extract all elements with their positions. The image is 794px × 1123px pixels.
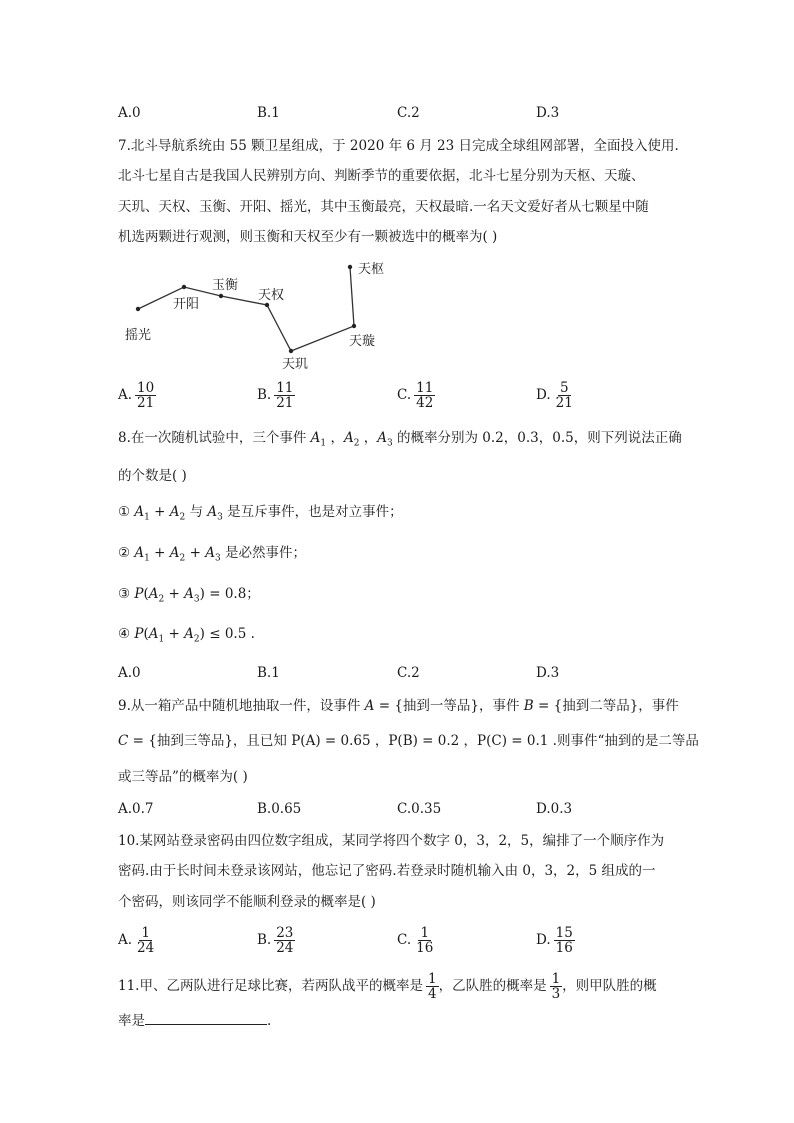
label-kaiyang: 开阳 <box>173 297 200 312</box>
q6-option-a: A.0 <box>118 105 141 121</box>
q10-option-b: B. $\frac{23}{24}$ <box>257 925 294 956</box>
q11-stem-line-2: 率是 . <box>118 1010 271 1031</box>
q6-option-d: D.3 <box>536 105 560 121</box>
label-tianquan: 天权 <box>258 288 285 303</box>
q8-stem-line-1: 8.在一次随机试验中，三个事件 $A_1$ ，$A_2$ ，$A_3$ 的概率分别为 0.2，0.3，0.5，则下列说法正确 <box>118 430 682 449</box>
label-tianji: 天玑 <box>282 357 309 372</box>
label-yaoguang: 摇光 <box>125 328 152 343</box>
q8-stem-line-2: 的个数是( ) <box>118 468 187 484</box>
q7-stem-line-1: 7.北斗导航系统由 55 颗卫星组成，于 2020 年 6 月 23 日完成全球组网部署，全面投入使用. <box>118 138 679 154</box>
q9-stem-line-2: C = {抽到三等品}，且已知 P(A) = 0.65 ，P(B) = 0.2 ，P(C) = 0.1 .则事件“抽到的是二等品 <box>118 733 699 749</box>
q11-stem-line-1: 11.甲、乙两队进行足球比赛，若两队战平的概率是 $\frac{1}{4}$ ，乙队胜的概率是 $\frac{1}{3}$ ，则甲队胜的概 <box>118 971 657 1002</box>
star-tianxuan <box>352 324 356 328</box>
q6-option-b: B.1 <box>257 105 280 121</box>
q8-statement-3: ③ $P(A_2 + A_3) = 0.8$； <box>118 586 260 605</box>
q10-option-d: D. $\frac{15}{16}$ <box>536 925 573 956</box>
q9-stem-line-3: 或三等品”的概率为( ) <box>118 769 248 785</box>
q8-statement-2: ② $A_1 + A_2 + A_3$ 是必然事件； <box>118 545 306 564</box>
q9-option-b: B.0.65 <box>257 801 302 817</box>
q7-stem-line-2: 北斗七星自古是我国人民辨别方向、判断季节的重要依据，北斗七星分别为天枢、天璇、 <box>118 168 645 184</box>
label-tianxuan: 天璇 <box>349 334 376 349</box>
star-tianquan <box>265 303 269 307</box>
star-yaoguang <box>136 307 140 311</box>
q9-option-d: D.0.3 <box>536 801 573 817</box>
star-yuheng <box>219 294 223 298</box>
q10-stem-line-3: 个密码，则该同学不能顺利登录的概率是( ) <box>118 894 376 910</box>
q7-option-c: C. $\frac{11}{42}$ <box>397 380 434 411</box>
q10-option-c: C. $\frac{1}{16}$ <box>397 925 434 956</box>
q10-stem-line-2: 密码.由于长时间未登录该网站，他忘记了密码.若登录时随机输入由 0，3，2，5 组成的一 <box>118 863 656 879</box>
q7-option-b: B. $\frac{11}{21}$ <box>257 380 294 411</box>
q6-option-c: C.2 <box>397 105 420 121</box>
q9-option-a: A.0.7 <box>118 801 154 817</box>
constellation-line <box>138 267 354 351</box>
q10-stem-line-1: 10.某网站登录密码由四位数字组成，某同学将四个数字 0，3，2，5，编排了一个顺序作为 <box>118 833 665 849</box>
q7-stem-line-4: 机选两颗进行观测，则玉衡和天权至少有一颗被选中的概率为( ) <box>118 229 498 245</box>
q8-option-d: D.3 <box>536 665 560 681</box>
q7-option-d: D. $\frac{5}{21}$ <box>536 380 573 411</box>
q9-option-c: C.0.35 <box>397 801 442 817</box>
q9-stem-line-1: 9.从一箱产品中随机地抽取一件，设事件 A = {抽到一等品}，事件 B = {抽到二等品}，事件 <box>118 698 679 714</box>
q7-option-a: A. $\frac{10}{21}$ <box>118 380 155 411</box>
label-tianshu: 天枢 <box>358 262 385 277</box>
q8-option-a: A.0 <box>118 665 141 681</box>
q8-statement-4: ④ $P(A_1 + A_2) \le 0.5$ . <box>118 626 255 645</box>
q8-statement-1: ① $A_1 + A_2$ 与 $A_3$ 是互斥事件，也是对立事件； <box>118 504 403 523</box>
q7-stem-line-3: 天玑、天权、玉衡、开阳、摇光，其中玉衡最亮，天权最暗.一名天文爱好者从七颗星中随 <box>118 199 649 215</box>
q8-option-c: C.2 <box>397 665 420 681</box>
star-kaiyang <box>182 285 186 289</box>
q10-option-a: A. $\frac{1}{24}$ <box>118 925 155 956</box>
answer-blank[interactable] <box>145 1010 267 1025</box>
q8-option-b: B.1 <box>257 665 280 681</box>
label-yuheng: 玉衡 <box>212 278 239 293</box>
star-tianshu <box>348 265 352 269</box>
